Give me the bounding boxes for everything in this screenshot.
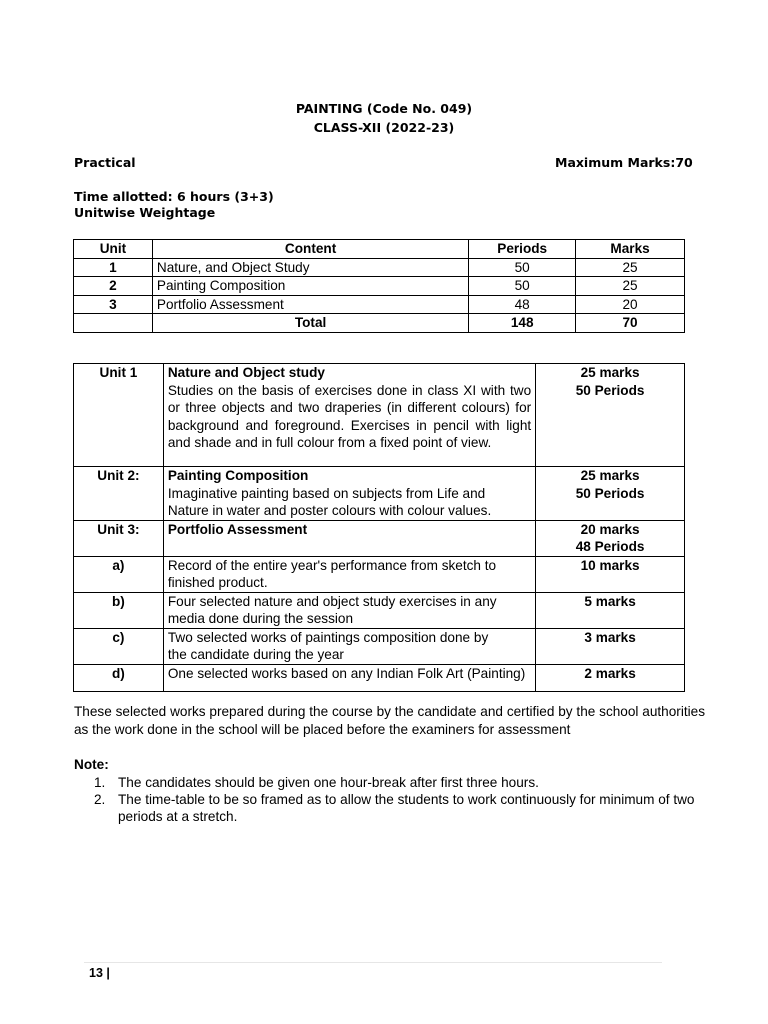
time-allotted: Time allotted: 6 hours (3+3) [74,189,274,204]
note-list [74,774,714,826]
detail-table [73,363,685,692]
item-marks: 10 marks [536,556,685,592]
note-item [74,791,714,825]
cell-content: Portfolio Assessment [152,295,468,314]
unit1-marks: 25 marks [580,365,640,380]
table-header-row [74,240,685,259]
item-line: Four selected nature and object study exercises in any [167,593,497,609]
table-row [74,258,685,277]
total-periods: 148 [469,314,576,333]
item-description [163,556,535,592]
item-row-c [74,628,685,664]
item-row-a [74,556,685,592]
item-line: Record of the entire year's performance from sketch to [167,557,497,573]
header-periods: Periods [469,240,576,259]
note-item [74,774,714,791]
cell-periods: 50 [469,277,576,296]
item-label: a) [74,556,164,592]
unit3-marks: 20 marks [580,521,640,537]
total-marks: 70 [576,314,685,333]
weightage-heading: Unitwise Weightage [74,205,216,220]
item-line: the candidate during the year [167,647,344,662]
weightage-table [73,239,685,333]
cell-unit: 2 [74,277,153,296]
item-row-d [74,664,685,691]
unit1-heading: Nature and Object study [167,365,325,380]
unit1-periods: 50 Periods [575,382,645,398]
item-description [163,628,535,664]
cell-marks: 20 [576,295,685,314]
unit2-label: Unit 2: [74,467,164,521]
unit2-description [163,467,535,521]
header-marks: Marks [576,240,685,259]
page-title: PAINTING (Code No. 049) [295,101,473,116]
unit3-heading: Portfolio Assessment [163,520,535,556]
item-line: media done during the session [167,611,354,626]
item-marks: 3 marks [536,628,685,664]
note-text: The time-table to be so framed as to allow the students to work continuously for minimum of two periods at a stretch. [118,792,695,825]
unit1-row [74,364,685,467]
item-marks: 2 marks [536,664,685,691]
unit2-row [74,467,685,521]
unit2-heading: Painting Composition [167,468,309,483]
note-title: Note: [74,757,109,772]
item-line: Two selected works of paintings composition done by [167,629,489,645]
max-marks-label: Maximum Marks:70 [555,155,693,170]
item-description: One selected works based on any Indian Folk Art (Painting) [163,664,535,691]
item-marks: 5 marks [536,592,685,628]
cell-unit: 1 [74,258,153,277]
header-content: Content [152,240,468,259]
unit2-allocation [536,467,685,521]
unit3-label: Unit 3: [74,520,164,556]
cell-content: Nature, and Object Study [152,258,468,277]
item-description [163,592,535,628]
practical-label: Practical [74,155,136,170]
unit2-body-line2: Nature in water and poster colours with colour values. [167,503,492,518]
note-number: 1. [94,775,106,790]
note-text: The candidates should be given one hour-break after first three hours. [118,775,539,790]
cell-empty [74,314,153,333]
unit2-marks: 25 marks [580,468,640,483]
cell-marks: 25 [576,277,685,296]
item-label: b) [74,592,164,628]
cell-marks: 25 [576,258,685,277]
unit1-allocation [536,364,685,467]
header-unit: Unit [74,240,153,259]
total-label: Total [152,314,468,333]
cell-unit: 3 [74,295,153,314]
unit1-description [163,364,535,467]
total-row [74,314,685,333]
item-row-b [74,592,685,628]
item-label: d) [74,664,164,691]
note-number: 2. [94,792,106,808]
item-label: c) [74,628,164,664]
unit2-periods: 50 Periods [575,485,645,501]
item-line: finished product. [167,575,268,590]
table-row [74,295,685,314]
table-row [74,277,685,296]
cell-content: Painting Composition [152,277,468,296]
unit3-allocation [536,520,685,556]
cell-periods: 48 [469,295,576,314]
unit1-label: Unit 1 [74,364,164,467]
page-number: 13 | [89,966,110,980]
unit3-periods: 48 Periods [575,539,645,554]
footer-divider [84,962,662,963]
assessment-paragraph: These selected works prepared during the course by the candidate and certified by the school authorities as the work done in the school will be placed before the examiners for assessment [74,704,705,737]
cell-periods: 50 [469,258,576,277]
page-subtitle: CLASS-XII (2022-23) [313,120,455,135]
unit3-row [74,520,685,556]
unit2-body-line1: Imaginative painting based on subjects from Life and [167,485,486,501]
unit1-body: Studies on the basis of exercises done in class XI with two or three objects and two draperies (in different colours) for background and foreground. Exercises in pencil with light and shade and in full colour from a fixed point of view. [167,382,532,450]
